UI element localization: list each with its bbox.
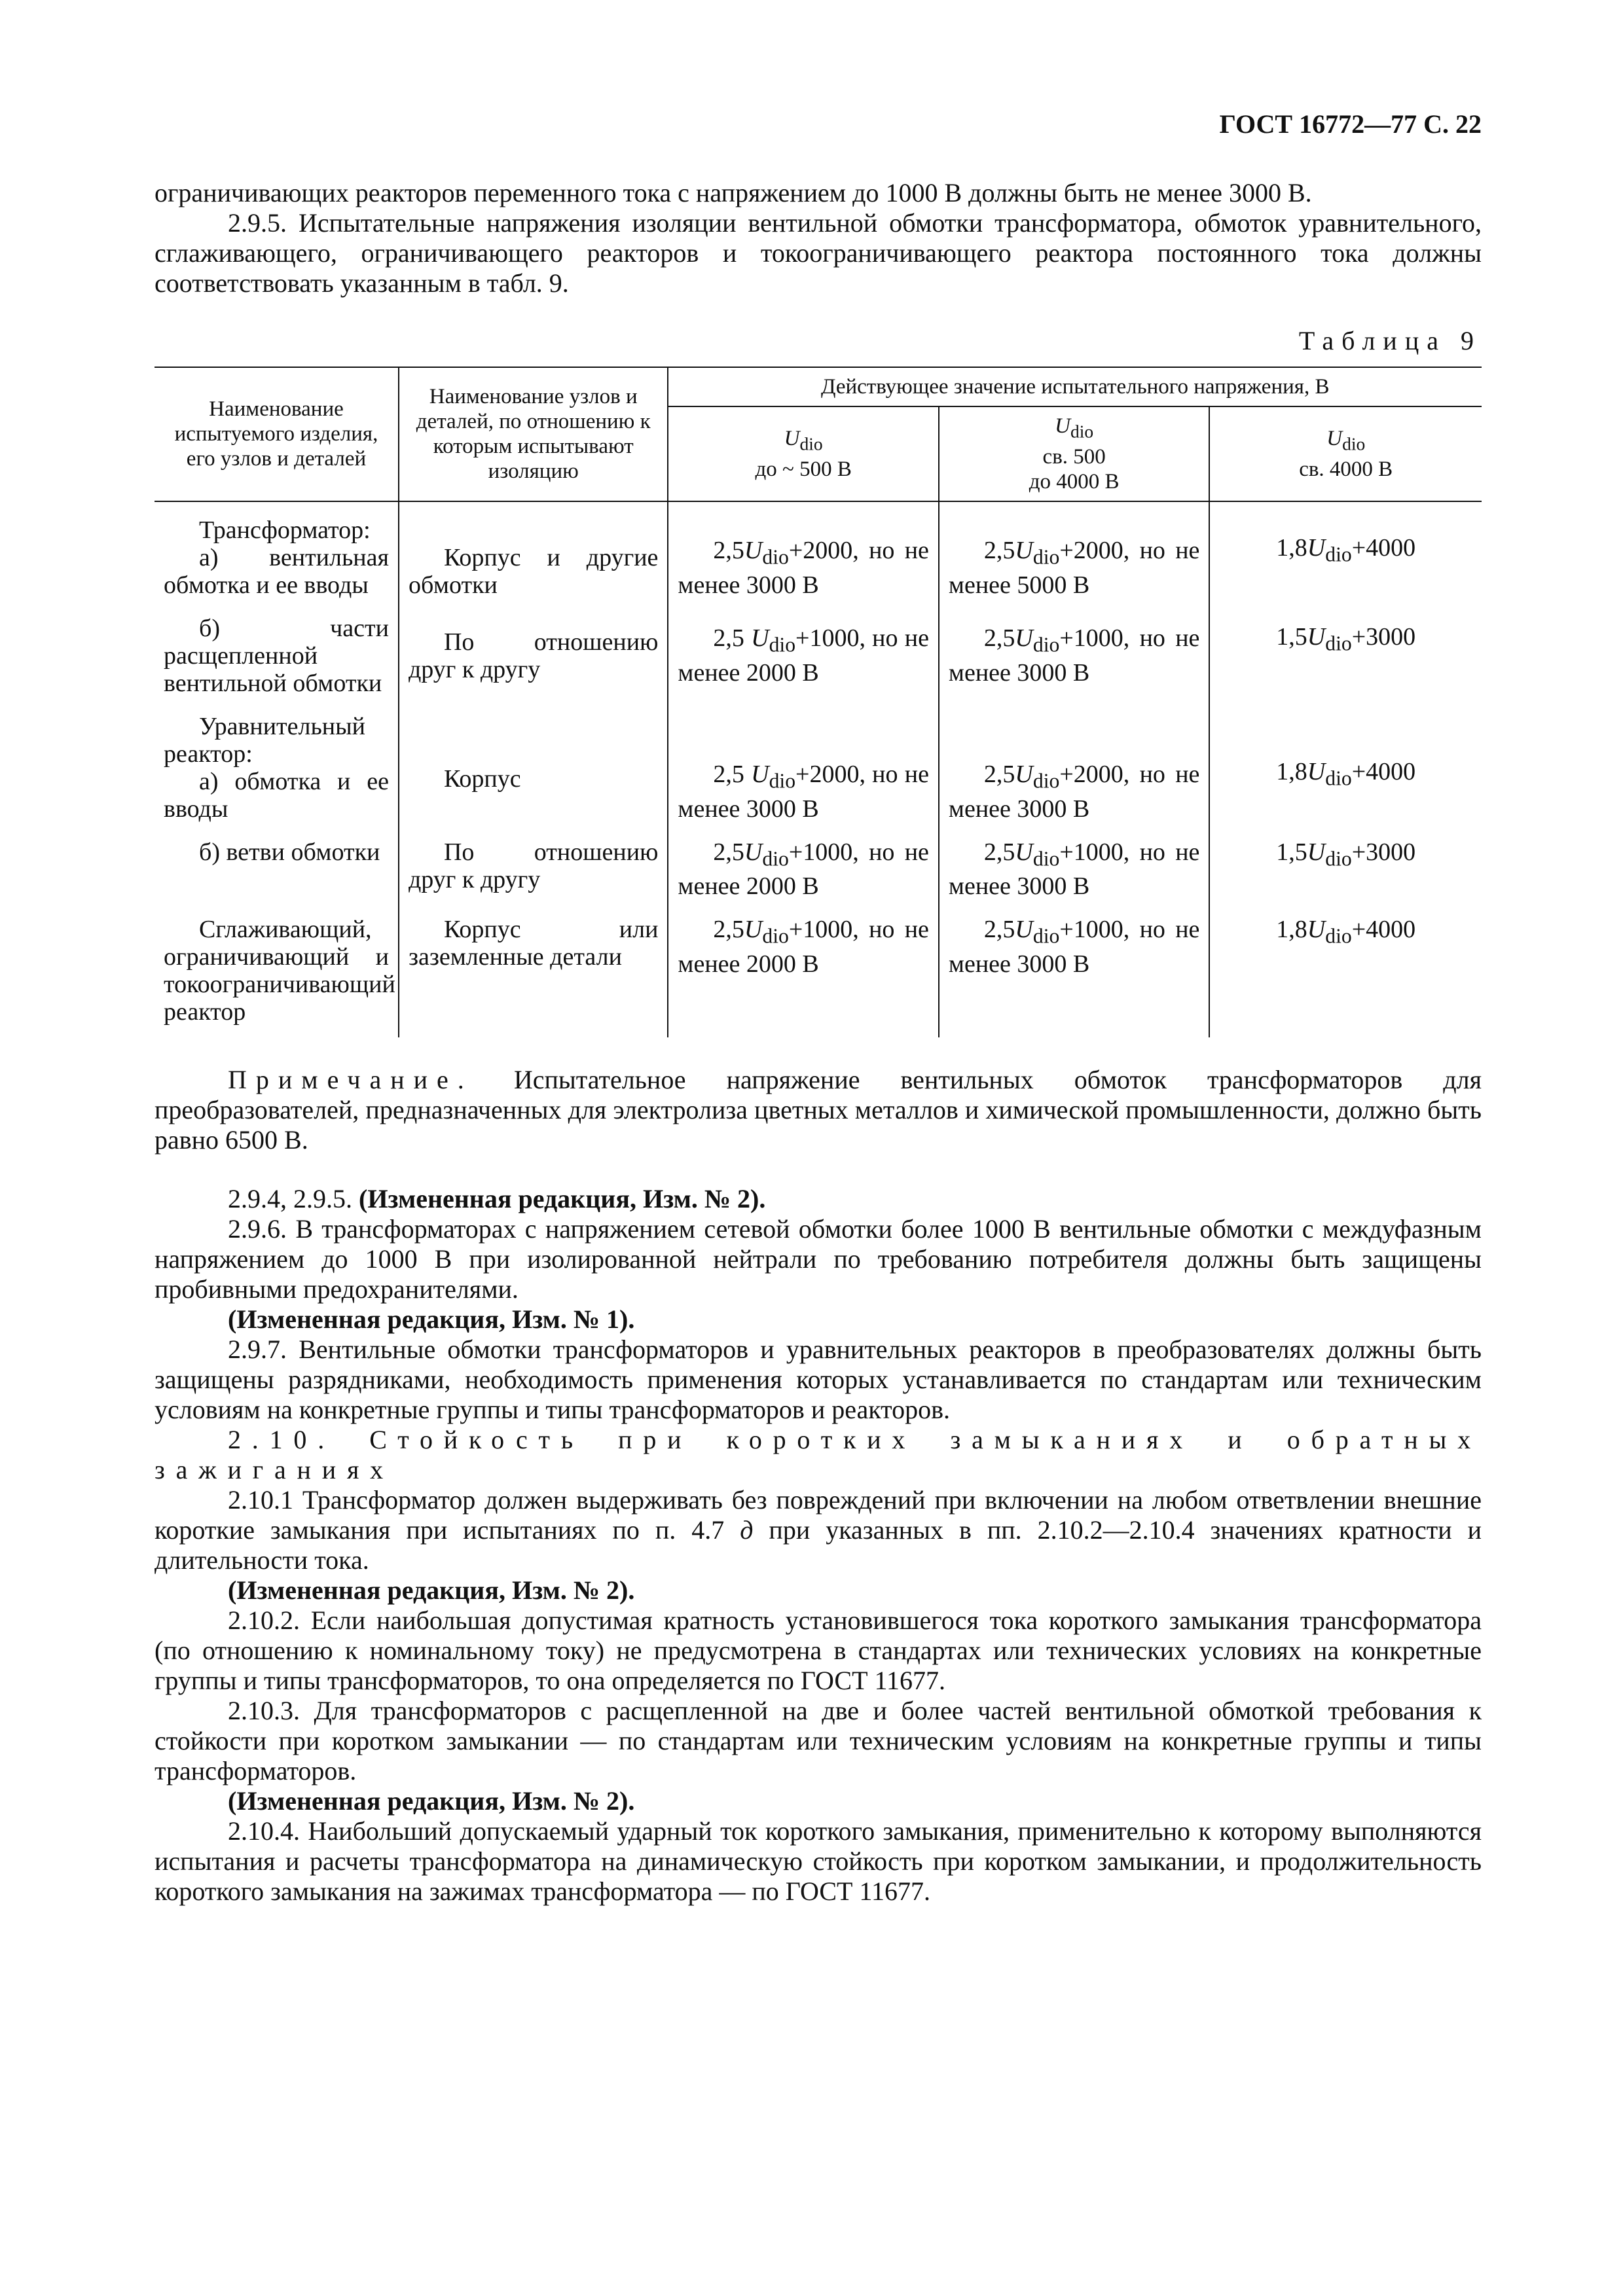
cell-relative: Корпус или заземленные детали [399, 904, 668, 1037]
cell-voltage: $1,8U_{dio}+4000$ [1209, 701, 1482, 827]
cell-item: б) части расщепленной вентильной обмотки [164, 614, 389, 697]
cell-voltage: $1,5U_{dio}+3000$ [1209, 603, 1482, 701]
header-500-to-4000: $U_{dio}$ св. 500 до 4000 В [939, 406, 1210, 501]
header-item-name: Наименование испытуемого изделия, его узлов и деталей [155, 367, 399, 501]
paragraph-2-10-1: 2.10.1 Трансформатор должен выдерживать без повреждений при включении на любом ответвлении внешние короткие замыкания при испытаниях по п. 4.7 д при указанных в пп. 2.10.2—2.10.4 значениях кратности и длительности тока. [155, 1485, 1482, 1575]
cell-voltage: $2,5U_{dio}+2000$, но не менее 3000 В [668, 501, 939, 603]
cell-relative: Корпус [399, 701, 668, 827]
cell-item: б) ветви обмотки [199, 838, 380, 866]
cell-voltage: $1,5U_{dio}+3000$ [1209, 827, 1482, 905]
cell-voltage: 2,5 $U_{dio}+1000$, но не менее 2000 В [668, 603, 939, 701]
table-row [155, 701, 1482, 827]
cell-item: Уравнительный реактор: а) обмотка и ее вводы [164, 712, 389, 823]
cell-relative: По отношению друг к другу [399, 603, 668, 701]
paragraph-2-10-3: 2.10.3. Для трансформаторов с расщепленной на две и более частей вентильной обмоткой требования к стойкости при коротком замыкании — по стандартам или техническим условиям на конкретные группы и типы трансформаторов. [155, 1696, 1482, 1786]
cell-voltage: $1,8U_{dio}+4000$ [1209, 501, 1482, 603]
paragraph: ограничивающих реакторов переменного тока с напряжением до 1000 В должны быть не менее 3000 В. [155, 178, 1312, 207]
cell-voltage: $1,8U_{dio}+4000$ [1209, 904, 1482, 1037]
paragraph-2-9-5: 2.9.5. Испытательные напряжения изоляции вентильной обмотки трансформатора, обмоток уравнительного, сглаживающего, ограничивающего реакторов и токоограничивающего реактора постоянного тока должны соответствовать указанным в табл. 9. [155, 208, 1482, 298]
cell-voltage: $2,5U_{dio}+2000$, но не менее 5000 В [939, 501, 1210, 603]
cell-voltage: $2,5U_{dio}+2000$, но не менее 3000 В [939, 701, 1210, 827]
paragraph-2-9-6: 2.9.6. В трансформаторах с напряжением сетевой обмотки более 1000 В вентильные обмотки с междуфазным напряжением до 1000 В при изолированной нейтрали по требованию потребителя должны быть защищены пробивными предохранителями. [155, 1214, 1482, 1304]
table-row [155, 904, 1482, 1037]
page-content [155, 178, 1482, 1907]
amendment-note: (Измененная редакция, Изм. № 1). [228, 1304, 635, 1335]
paragraph-2-10-4: 2.10.4. Наибольший допускаемый ударный ток короткого замыкания, применительно к которому выполняются испытания и расчеты трансформатора на динамическую стойкость при коротком замыкании, и продолжительность короткого замыкания на зажимах трансформатора — по ГОСТ 11677. [155, 1816, 1482, 1907]
table-note: Примечание. Испытательное напряжение вентильных обмоток трансформаторов для преобразователей, предназначенных для электролиза цветных металлов и химической промышленности, должно быть равно 6500 В. [155, 1065, 1482, 1155]
paragraph-2-9-7: 2.9.7. Вентильные обмотки трансформаторов и уравнительных реакторов в преобразователях должны быть защищены разрядниками, необходимость применения которых устанавливается по стандартам или техническим условиям на конкретные группы и типы трансформаторов и реакторов. [155, 1335, 1482, 1425]
cell-voltage: $2,5U_{dio}+1000$, но не менее 3000 В [939, 904, 1210, 1037]
cell-relative: По отношению друг к другу [399, 827, 668, 905]
cell-item: Сглаживающий, ограничивающий и токоограничивающий реактор [164, 916, 395, 1026]
cell-relative: Корпус и другие обмотки [399, 501, 668, 603]
cell-voltage: 2,5 $U_{dio}+2000$, но не менее 3000 В [668, 701, 939, 827]
table-row [155, 501, 1482, 603]
header-over-4000: $U_{dio}$ св. 4000 В [1209, 406, 1482, 501]
header-test-voltage: Действующее значение испытательного напряжения, В [668, 367, 1482, 406]
amendment-note: (Измененная редакция, Изм. № 2). [228, 1575, 635, 1605]
section-heading-2-10: 2.10. Стойкость при коротких замыканиях и обратных зажиганиях [155, 1425, 1482, 1485]
cell-voltage: $2,5U_{dio}+1000$, но не менее 3000 В [939, 603, 1210, 701]
paragraph-2-10-2: 2.10.2. Если наибольшая допустимая кратность установившегося тока короткого замыкания трансформатора (по отношению к номинальному току) не предусмотрена в стандартах или технических условиях на конкретные группы и типы трансформаторов, то она определяется по ГОСТ 11677. [155, 1605, 1482, 1696]
page-header: ГОСТ 16772—77 С. 22 [1219, 109, 1482, 139]
table-caption: Таблица 9 [1298, 326, 1482, 355]
cell-voltage: $2,5U_{dio}+1000$, но не менее 2000 В [668, 904, 939, 1037]
note-label: Примечание. [228, 1065, 473, 1095]
table-row [155, 827, 1482, 905]
header-insulation-relative: Наименование узлов и деталей, по отношению к которым испытывают изоляцию [399, 367, 668, 501]
table-9 [155, 367, 1482, 1037]
cell-voltage: $2,5U_{dio}+1000$, но не менее 3000 В [939, 827, 1210, 905]
amendment-note: (Измененная редакция, Изм. № 2). [228, 1786, 635, 1816]
cell-item: Трансформатор: а) вентильная обмотка и ее вводы [164, 516, 389, 599]
header-up-to-500: $U_{dio}$ до ~ 500 В [668, 406, 939, 501]
cell-voltage: $2,5U_{dio}+1000$, но не менее 2000 В [668, 827, 939, 905]
amendment-note: 2.9.4, 2.9.5. (Измененная редакция, Изм. № 2). [228, 1184, 766, 1214]
table-row [155, 603, 1482, 701]
